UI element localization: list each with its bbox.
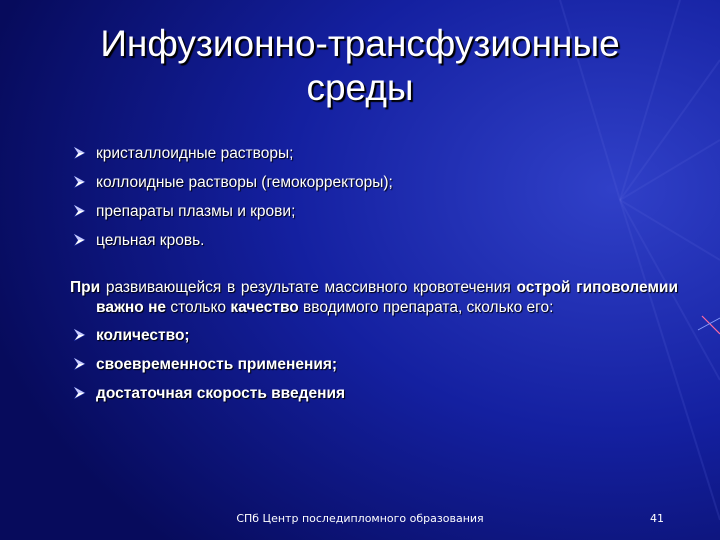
body-paragraph	[70, 278, 678, 318]
list-item-label: препараты плазмы и крови;	[96, 203, 296, 220]
list-item-label: количество;	[96, 327, 190, 344]
arrow-bullet-icon	[72, 175, 86, 189]
title-line-1: Инфузионно-трансфузионные	[100, 23, 620, 64]
arrow-bullet-icon	[72, 386, 86, 400]
slide-content	[70, 142, 678, 411]
para-text: столько	[166, 299, 231, 316]
list-item	[70, 200, 678, 224]
page-number: 41	[650, 512, 664, 525]
arrow-bullet-icon	[72, 328, 86, 342]
list-item	[70, 171, 678, 195]
footer-org: СПб Центр последипломного образования	[236, 512, 484, 525]
para-text-bold: острой гиповолемии важно не	[96, 279, 678, 316]
list-item	[70, 229, 678, 253]
para-text: вводимого препарата, сколько его:	[298, 299, 554, 316]
title-line-2: среды	[306, 67, 414, 108]
para-text-bold: При	[70, 279, 101, 296]
list-item-label: достаточная скорость введения	[96, 385, 346, 402]
list-item-label: кристаллоидные растворы;	[96, 145, 294, 162]
para-text-bold: качество	[230, 299, 299, 316]
list-item	[70, 382, 678, 406]
slide-title	[20, 22, 700, 110]
list-item-label: цельная кровь.	[96, 232, 205, 249]
arrow-bullet-icon	[72, 233, 86, 247]
list-item	[70, 324, 678, 348]
list-item	[70, 142, 678, 166]
arrow-bullet-icon	[72, 357, 86, 371]
list-item-label: своевременность применения;	[96, 356, 338, 373]
arrow-bullet-icon	[72, 204, 86, 218]
para-text: развивающейся в результате массивного кровотечения	[100, 279, 517, 296]
list-item-label: коллоидные растворы (гемокорректоры);	[96, 174, 393, 191]
arrow-bullet-icon	[72, 146, 86, 160]
list-item	[70, 353, 678, 377]
